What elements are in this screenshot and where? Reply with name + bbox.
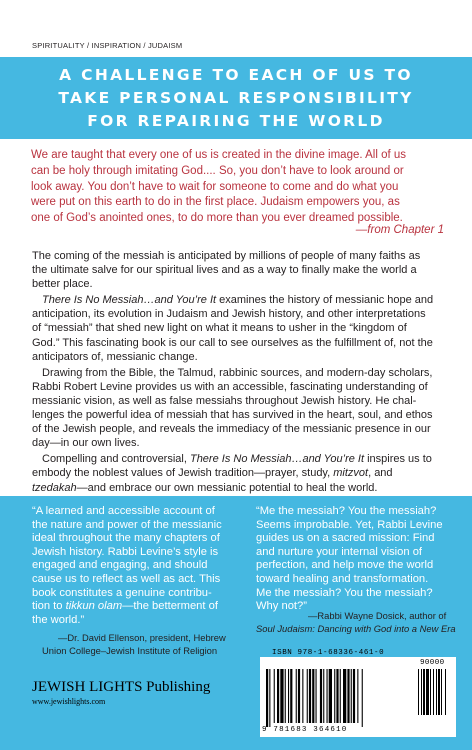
pull-quote-line: were put on this earth to do in the first place. Judaism empowers you, as — [31, 196, 400, 209]
barcode-bar — [334, 669, 335, 723]
barcode-bar — [351, 669, 352, 723]
body-line: messianic vision, as well as false messiahs throughout Jewish history. He chal- — [32, 394, 417, 407]
body-line: better place. — [32, 278, 93, 291]
barcode-bar — [290, 669, 292, 723]
endorsement-line: Me the messiah? You the messiah? — [256, 586, 433, 599]
barcode-bar — [336, 669, 338, 723]
pull-quote — [31, 148, 445, 227]
barcode-bar — [316, 669, 317, 723]
term-mitzvot: mitzvot — [333, 467, 369, 480]
endorsement-line: and nurture your internal vision of — [256, 545, 423, 558]
publisher-name: JEWISH LIGHTS Publishing — [32, 679, 211, 695]
body-text: inspires us to — [364, 453, 432, 466]
barcode-area — [260, 657, 456, 737]
barcode-bar — [302, 669, 303, 723]
body-text: embody the noblest values of Jewish tradition—prayer, study, — [32, 467, 334, 480]
book-title-ref: There Is No Messiah…and You’re It — [42, 294, 217, 307]
body-text: , and — [368, 467, 393, 480]
pull-quote-line: look away. You don’t have to wait for someone to come and do what you — [31, 180, 399, 193]
barcode-bar — [323, 669, 324, 723]
endorsement-line: guides us on a sacred mission: Find — [256, 532, 435, 545]
barcode-bar — [357, 669, 358, 723]
barcode-bar — [423, 669, 425, 715]
barcode-bar — [343, 669, 346, 723]
body-line: of the Jewish people, and reveals the immediacy of the messianic presence in our — [32, 423, 431, 436]
isbn-label: ISBN 978-1-68336-461-0 — [272, 649, 385, 657]
headline-line-3: FOR REPAIRING THE WORLD — [87, 112, 385, 130]
endorsement-line: the nature and power of the messianic — [32, 518, 222, 531]
barcode-bar — [274, 669, 275, 723]
pull-quote-line: can be holy through imitating God.... So, you don’t have to look around or — [31, 164, 404, 177]
body-line: The coming of the messiah is anticipated by millions of people of many faiths as — [32, 250, 421, 262]
endorsement-line — [32, 600, 236, 614]
endorsement-line: cause us to reflect as well as act. This — [32, 572, 221, 585]
endorsement-line: book constitutes a genuine contribu- — [32, 586, 212, 599]
body-text: —and embrace our own messianic potential to heal the world. — [76, 481, 378, 494]
endorsement-line: toward healing and transformation. — [256, 572, 429, 585]
body-line: anticipation, its evolution in Judaism and Jewish history, and other interpretations — [32, 308, 426, 321]
barcode-bar — [418, 669, 419, 715]
body-text: Compelling and controversial, — [42, 453, 190, 466]
barcode-bar — [269, 669, 270, 727]
endorsement-line: engaged and engaging, and should — [32, 559, 208, 572]
barcode-icon — [260, 657, 456, 737]
publisher-website: www.jewishlights.com — [32, 697, 106, 706]
barcode-bar — [312, 669, 314, 723]
barcode-bar — [298, 669, 300, 723]
endorsement-ellenson — [32, 505, 236, 627]
barcode-bar — [441, 669, 442, 715]
barcode-bar — [285, 669, 286, 723]
body-line: anticipators of, messianic change. — [32, 350, 198, 363]
body-line: lenges the powerful idea of messiah that has survived in the heart, soul, and ethos — [32, 409, 433, 422]
pull-quote-attribution: —from Chapter 1 — [355, 224, 444, 236]
endorsement-cite-line: Union College–Jewish Institute of Religion — [42, 645, 218, 656]
book-description — [32, 249, 444, 495]
barcode-bar — [320, 669, 322, 723]
endorsement-line: the world.” — [32, 613, 85, 626]
category-label: SPIRITUALITY / INSPIRATION / JUDAISM — [32, 41, 183, 50]
body-line: of “messiah” that shed new light on what it means to usher in the “kingdom of — [32, 322, 407, 335]
body-line: day—in our own lives. — [32, 437, 140, 450]
barcode-bar — [277, 669, 279, 723]
body-line: the ultimate salve for our spiritual lives and as a way to finally make the world a — [32, 264, 417, 277]
endorsement-cite-line: Soul Judaism: Dancing with God into a New Era — [256, 623, 456, 634]
barcode-bar — [430, 669, 431, 715]
price-code: 90000 — [420, 659, 445, 667]
headline-line-1: A CHALLENGE TO EACH OF US TO — [59, 66, 413, 84]
body-line — [32, 466, 444, 480]
body-line: Rabbi Robert Levine provides us with an accessible, fascinating understanding of — [32, 380, 428, 393]
term-tikkun-olam: tikkun olam — [65, 600, 123, 613]
barcode-bar — [362, 669, 363, 727]
endorsement-line: Seems improbable. Yet, Rabbi Levine — [256, 518, 443, 531]
barcode-bar — [433, 669, 434, 715]
headline-banner — [0, 57, 472, 139]
barcode-bar — [329, 669, 332, 723]
pull-quote-line: one of God’s anointed ones, to do more than you ever dreamed possible. — [31, 212, 403, 225]
endorsement-dosick — [256, 505, 460, 614]
endorsement-text: —the betterment of — [122, 600, 218, 613]
headline-line-2: TAKE PERSONAL RESPONSIBILITY — [58, 89, 414, 107]
endorsement-line: Why not?” — [256, 600, 307, 613]
endorsement-line: ideal throughout the many chapters of — [32, 532, 220, 545]
pull-quote-line: We are taught that every one of us is created in the divine image. All of us — [31, 149, 407, 161]
book-title-ref: There Is No Messiah…and You’re It — [189, 453, 365, 466]
barcode-bar — [438, 669, 440, 715]
barcode-bar — [347, 669, 349, 723]
barcode-bar — [445, 669, 446, 715]
barcode-bar — [266, 669, 268, 727]
barcode-digits: 9 781683 364610 — [262, 726, 348, 734]
barcode-bar — [296, 669, 297, 723]
term-tzedakah: tzedakah — [32, 481, 77, 494]
barcode-bar — [421, 669, 422, 715]
endorsement-line: “Me the messiah? You the messiah? — [256, 505, 437, 517]
body-line: Drawing from the Bible, the Talmud, rabbinic sources, and modern-day scholars, — [42, 366, 433, 379]
barcode-bar — [436, 669, 437, 715]
endorsement-text: tion to — [32, 600, 66, 613]
endorsement-line: Jewish history. Rabbi Levine’s style is — [32, 545, 219, 558]
barcode-bar — [280, 669, 283, 723]
barcode-bar — [288, 669, 289, 723]
body-line: God.” This fascinating book is our call to see ourselves as the fulfillment of, not the — [32, 336, 433, 349]
endorsement-line: perfection, and help move the world — [256, 559, 434, 572]
body-line — [32, 452, 444, 466]
barcode-bar — [353, 669, 355, 723]
barcode-bar — [426, 669, 429, 715]
body-line — [32, 293, 444, 307]
barcode-bar — [307, 669, 308, 723]
publisher-block — [32, 679, 232, 706]
endorsement-line: “A learned and accessible account of — [32, 505, 215, 517]
barcode-bar — [327, 669, 328, 723]
endorsement-cite-line: —Dr. David Ellenson, president, Hebrew — [58, 632, 226, 643]
endorsement-cite-line: —Rabbi Wayne Dosick, author of — [308, 610, 447, 621]
body-line — [32, 481, 444, 495]
barcode-bar — [340, 669, 341, 723]
barcode-bar — [309, 669, 311, 723]
body-text: examines the history of messianic hope and — [216, 294, 434, 307]
